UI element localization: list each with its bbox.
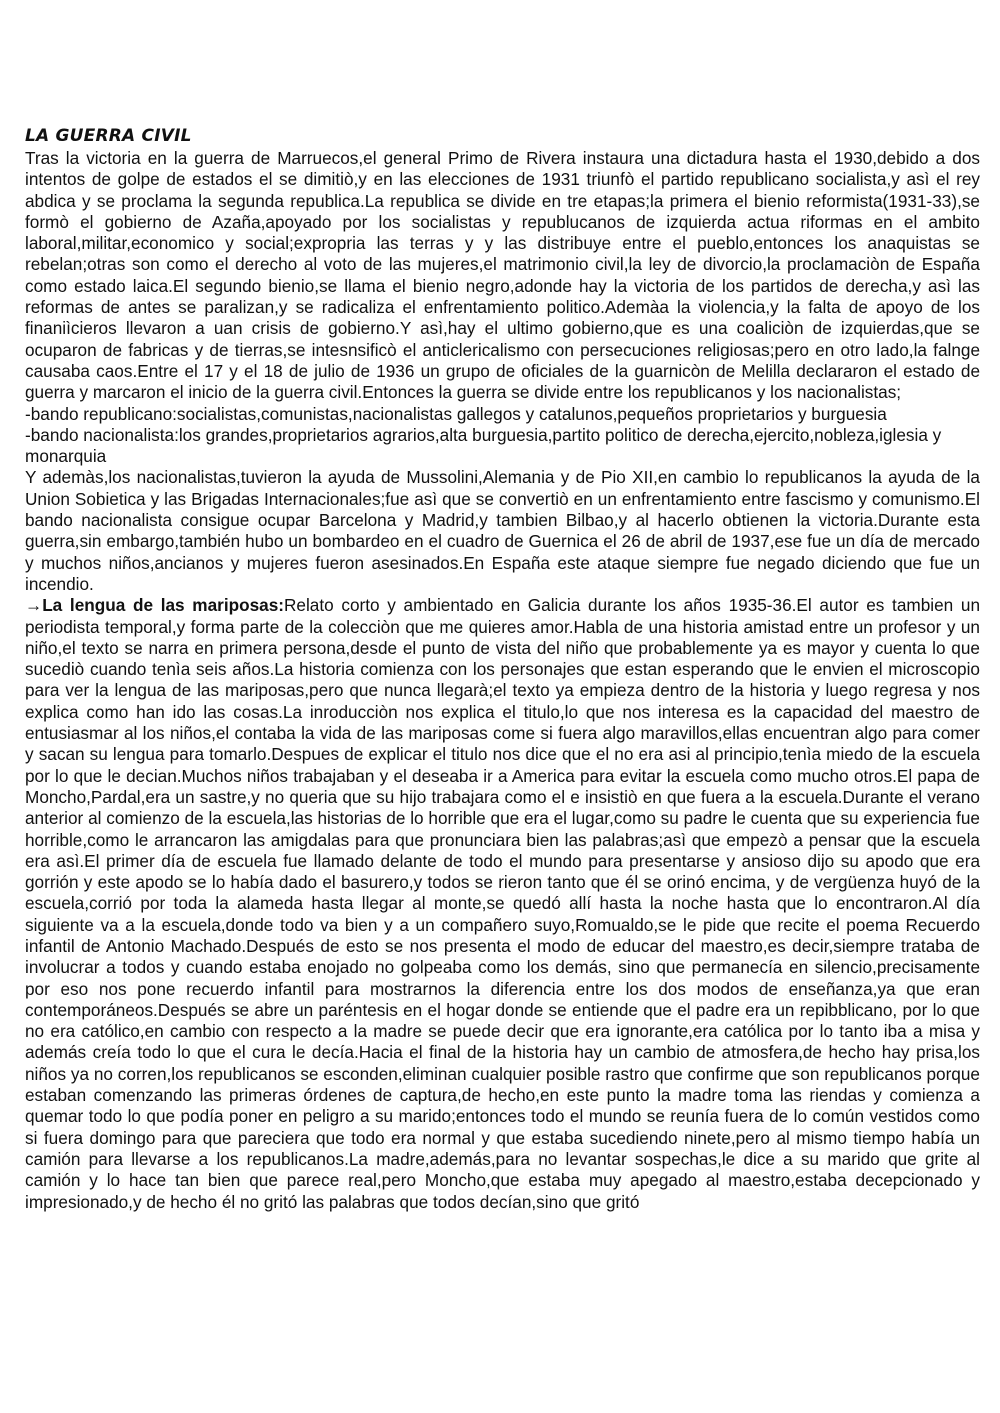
document-title: LA GUERRA CIVIL: [25, 126, 192, 146]
document-page: [25, 124, 980, 1213]
bando-republicano-line: -bando republicano:socialistas,comunistas,nacionalistas gallegos y catalunos,pequeños proprietarios y burguesia: [25, 403, 887, 424]
mariposas-paragraph: [25, 595, 980, 1213]
war-paragraph: Y ademàs,los nacionalistas,tuvieron la ayuda de Mussolini,Alemania y de Pio XII,en cambio lo republicanos la ayuda de la Union Sobietica y las Brigadas Internacionales;fue asì que se convertiò en un enfrentamiento entre fascismo y comunismo.El bando nacionalista consigue ocupar Barcelona y Madrid,y tambien Bilbao,y al hacerlo obtienen la victoria.Durante esta guerra,sin embargo,también hubo un bombardeo en el cuadro de Guernica el 26 de abril de 1937,ese fue un día de mercado y muchos niños,ancianos y mujeres fueron asesinados.En España este ataque siempre fue negado diciendo que fue un incendio.: [25, 467, 980, 594]
bando-nacionalista-line: -bando nacionalista:los grandes,proprietarios agrarios,alta burguesia,partito politico de derecha,ejercito,nobleza,iglesia y monarquia: [25, 424, 942, 467]
section-body: Relato corto y ambientado en Galicia durante los años 1935-36.El autor es tambien un periodista temporal,y forma parte de la colecciòn que me quieres amor.Habla de una historia amistad entre un profesor y un niño,el texto se narra en primera persona,desde el punto de vista del niño que probablemente ya es mayor y cuenta lo que sucediò cuando tenìa seis años.La historia comienza con los personajes que estan esperando que le envien el microscopio para ver la lengua de las mariposas,pero que nunca llegarà;el texto ya empieza dentro de la historia y luego regresa y nos explica como han ido las cosas.La inroducciòn nos explica el titulo,lo que nos interesa es la capacidad del maestro de entusiasmar al los niños,el contaba la vida de las mariposas come si fuera algo maravillos,ellas encuentran algo para comer y sacan su lengua para tomarlo.Despues de explicar el titulo nos dice que el no era asi al principio,tenìa miedo de la escuela por lo que le decian.Muchos niños trabajaban y el deseaba ir a America para evitar la escuela como mucho otros.El papa de Moncho,Pardal,era un sastre,y no queria que su hijo trabajara como el e insistiò en que fuera a la escuela.Durante el verano anterior al comienzo de la escuela,las historias de lo horrible que era el lugar,como su padre le cuenta que su experiencia fue horrible,como le arrancaron las amigdalas para que pronunciara bien las palabras;asì que empezò a pensar que la escuela era asì.El primer día de escuela fue llamado delante de todo el mundo para presentarse y ansioso dijo su apodo que era gorrión y este apodo se lo había dado el basurero,y todos se rieron tanto que él se orinó encima, y de vergüenza huyó de la escuela,corrió por toda la alameda hasta llegar al monte,se quedó allí hasta la noche hasta que lo encontraron.Al día siguiente va a la escuela,donde todo va bien y a un compañero suyo,Romualdo,se le pide que recite el poema Recuerdo infantil de Antonio Machado.Después de esto se nos presenta el modo de educar del maestro,es decir,siempre trataba de involucrar a todos y cuando estaba enojado no golpeaba como los demás, sino que permanecía en silencio,precisamente por eso nos pone recuerdo infantil para mostrarnos la diferencia entre los dos modos de enseñanza,ya que eran contemporáneos.Después se abre un paréntesis en el hogar donde se entiende que el padre era un repibblicano, por lo que no era católico,en cambio con respecto a la madre se puede decir que era ignorante,era católica por lo tanto iba a misa y además creía todo lo que el cura le decía.Hacia el final de la historia hay un cambio de atmosfera,de hecho hay prisa,los niños ya no corren,los republicanos se esconden,eliminan cualquier posible rastro que confirme que son republicanos porque estaban comenzando las primeras órdenes de captura,de hecho,en este punto la madre toma las riendas y comienza a quemar todo lo que podía poner en peligro a su marido;entonces todo el mundo se reunía fuera de lo común vestidos como si fuera domingo para que pareciera que todo era normal y que estaba sucediendo ninete,pero al mismo tiempo había un camión para llevarse a los republicanos.La madre,además,para no levantar sospechas,le dice a su marido que grite al camión y lo hace tan bien que parece real,pero Moncho,que estaba muy apegado al maestro,estaba decepcionado y impresionado,y de hecho él no gritó las palabras que todos decían,sino que gritó: [25, 595, 981, 1212]
section-heading: La lengua de las mariposas:: [42, 595, 284, 616]
arrow-icon: →: [25, 595, 43, 616]
intro-paragraph: Tras la victoria en la guerra de Marruecos,el general Primo de Rivera instaura una dictadura hasta el 1930,debido a dos intentos de golpe de estados el se dimitiò,y en las elecciones de 1931 triunfò el partido republicano socialista,y asì el rey abdica y se proclama la segunda republica.La republica se divide en tre etapas;la primera el bienio reformista(1931-33),se formò el gobierno de Azaña,apoyado por los socialistas y republucanos de izquierda actua riformas en el ambito laboral,militar,economico y social;expropria las terras y y las distribuye entre el pueblo,entonces los anaquistas se rebelan;otras son como el derecho al voto de las mujeres,el matrimonio civil,la ley de divorcio,la proclamaciòn de España como estado laica.El segundo bienio,se llama el bienio negro,adonde hay la victoria de los partidos de derecha,y asì las reformas de antes se paralizan,y se radicaliza el enfrentamiento politico.Ademàa la violencia,y la falta de apoyo de los finaniìcieros llevaron a uan crisis de gobierno.Y asì,hay el ultimo gobierno,que es una coaliciòn de izquierdas,que se ocuparon de fabricas y de tierras,se intesnsificò el anticlericalismo con persecuciones religiosas;pero en otro lado,la falnge causaba caos.Entre el 17 y el 18 de julio de 1936 un grupo de oficiales de la guarnicòn de Melilla declararon el estado de guerra y marcaron el inicio de la guerra civil.Entonces la guerra se divide entre los republicanos y los nacionalistas;: [25, 148, 980, 403]
